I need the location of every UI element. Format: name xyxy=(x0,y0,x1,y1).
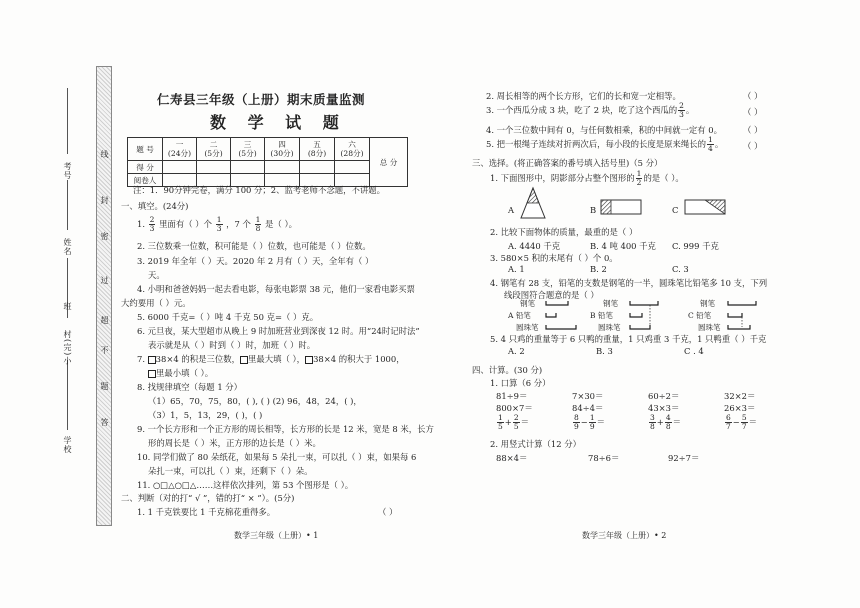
page-footer-1: 数学三年级（上册）• 1 xyxy=(234,531,319,540)
seal-char: 题 xyxy=(100,382,109,391)
score-table xyxy=(127,137,408,187)
score-cell[interactable] xyxy=(300,161,335,174)
oral-item: 32×2＝ xyxy=(724,391,756,401)
question-9: 9. 一个长方形和一个正方形的周长相等，长方形的长是 12 米，宽是 8 米，长方 xyxy=(137,424,434,434)
judge-3-answer-blank[interactable]: （ ） xyxy=(743,107,763,117)
option-b-segment-diagram xyxy=(628,297,664,335)
oral-item: 800×7＝ xyxy=(496,403,533,413)
oral-calc-heading: 1. 口算（6 分） xyxy=(490,378,551,388)
page-footer-2: 数学三年级（上册）• 2 xyxy=(582,531,667,540)
question-11: 11. ○□△○□△……这样依次排列，第 53 个图形是（ ）。 xyxy=(137,480,354,490)
option-b-label: B 铅笔 xyxy=(590,311,613,320)
fraction-one-quarter: $\frac{1}{4}$ xyxy=(708,135,713,153)
judge-3: 3. 一个西瓜分成 3 块，吃了 2 块，吃了这个西瓜的 $\frac{2}{3}$ 。 xyxy=(486,101,695,119)
oral-item: 7×30＝ xyxy=(572,391,604,401)
fraction-calc-item: $\frac{1}{5}$ + $\frac{2}{5}$ ＝ xyxy=(498,413,529,431)
choice-4-cont: 线段图符合题意的是（ ） xyxy=(504,290,599,300)
section-fill-blank-heading: 一、填空。(24分) xyxy=(121,201,189,211)
question-6-cont: 表示就是从（ ）时到（ ）时，加班（ ）时。 xyxy=(148,340,316,350)
choice-3-option-c: C. 3 xyxy=(672,264,689,274)
judge-2-answer-blank[interactable]: （ ） xyxy=(743,91,763,101)
choice-3-option-b: B. 2 xyxy=(590,264,607,274)
choice-2-option-a: A. 4440 千克 xyxy=(508,241,561,251)
score-col-5: 五 (8分) xyxy=(300,138,335,161)
fraction-two-thirds: $\frac{2}{3}$ xyxy=(679,101,684,119)
segment-label-pen: 钢笔 xyxy=(700,299,715,308)
option-a-segment-diagram xyxy=(544,297,580,335)
choice-2: 2. 比较下面物体的质量，最重的是（ ） xyxy=(490,227,638,237)
score-col-6: 六 (28分) xyxy=(335,138,370,161)
seal-char: 线 xyxy=(100,150,109,159)
fraction-two-thirds: $\frac{2}{3}$ xyxy=(149,215,155,233)
judge-5-answer-blank[interactable]: （ ） xyxy=(743,141,763,151)
choice-5-option-a: A. 2 xyxy=(508,346,525,356)
judge-4-answer-blank[interactable]: （ ） xyxy=(743,125,763,135)
question-6: 6. 元旦夜，某大型超市从晚上 9 时加班营业到深夜 12 时。用“24时记时法” xyxy=(137,326,420,336)
name-field[interactable] xyxy=(67,180,68,230)
section-judge-heading: 二、判断（对的打“ √ ”，错的打“ × ”）。(5分) xyxy=(121,493,295,503)
total-score-cell: 总 分 xyxy=(370,138,408,187)
oral-item: 43×3＝ xyxy=(648,403,680,413)
school-field[interactable] xyxy=(67,360,68,430)
score-cell[interactable] xyxy=(335,161,370,174)
choice-3-option-a: A. 1 xyxy=(508,264,525,274)
oral-item: 60÷2＝ xyxy=(648,391,680,401)
fraction-calc-item: $\frac{8}{9}$ − $\frac{1}{9}$ ＝ xyxy=(574,413,605,431)
choice-5-option-b: B. 3 xyxy=(596,346,613,356)
option-a-label: A 铅笔 xyxy=(508,311,531,320)
blank-square-icon xyxy=(148,370,156,378)
question-7-cont: 里最小填（ ）。 xyxy=(148,367,213,379)
fraction-calc-item: $\frac{3}{8}$ + $\frac{4}{8}$ ＝ xyxy=(650,413,681,431)
seal-char: 过 xyxy=(100,276,109,285)
seal-char: 超 xyxy=(100,316,109,325)
question-10: 10. 同学们做了 80 朵纸花，如果每 5 朵扎一束，可以扎（ ）束，如果每 6 xyxy=(137,452,417,462)
vertical-calc-item: 88×4＝ xyxy=(496,453,528,463)
exam-title: 仁寿县三年级（上册）期末质量监测 xyxy=(157,92,366,107)
question-3: 3. 2019 年全年（ ）天。2020 年 2 月有（ ）天，全年有（ ） xyxy=(137,256,374,266)
option-label: A xyxy=(508,205,515,215)
exam-number-field[interactable] xyxy=(67,88,68,154)
blank-square-icon xyxy=(148,356,156,364)
name-label: 姓名 xyxy=(63,238,72,256)
oral-item: 84÷4＝ xyxy=(572,403,604,413)
question-1: 1. $\frac{2}{3}$ 里面有（ ）个 $\frac{1}{3}$ ，7 个 $\frac{1}{8}$ 是（ ）。 xyxy=(137,215,298,233)
choice-1: 1. 下面图形中，阴影部分占整个图形的 $\frac{1}{2}$ 的是（ ）。 xyxy=(490,169,684,187)
vertical-calc-item: 92÷7＝ xyxy=(668,453,700,463)
oral-item: 26×3＝ xyxy=(724,403,756,413)
judge-5: 5. 把一根绳子连续对折两次后，每小段的长度是原来绳长的 $\frac{1}{4}$ 。 xyxy=(486,135,724,153)
judge-2: 2. 周长相等的两个长方形，它们的长和宽一定相等。 xyxy=(486,91,681,101)
grader-row-label: 阅卷人 xyxy=(128,174,163,187)
question-8: 8. 找规律填空（每题 1 分） xyxy=(137,382,243,392)
seal-char: 不 xyxy=(100,346,109,355)
oral-item: 81÷9＝ xyxy=(496,391,528,401)
judge-1-answer-blank[interactable]: （ ） xyxy=(378,507,398,517)
blank-square-icon xyxy=(240,356,248,364)
choice-2-option-b: B. 4 吨 400 千克 xyxy=(590,241,656,251)
score-row-label: 得 分 xyxy=(128,161,163,174)
score-col-4: 四 (30分) xyxy=(265,138,300,161)
exam-note: 注：1．90分钟完卷，满分 100 分；2、监考老师不念题，不讲题。 xyxy=(133,185,385,195)
seal-char: 密 xyxy=(100,232,109,241)
section-choice-heading: 三、选择。(将正确答案的番号填入括号里)（5 分） xyxy=(472,158,663,168)
vertical-calc-heading: 2. 用竖式计算（12 分） xyxy=(490,439,581,449)
rectangle-shape-icon xyxy=(600,199,642,215)
score-cell[interactable] xyxy=(265,161,300,174)
triangle-shape-icon xyxy=(519,186,547,220)
question-4: 4. 小明和爸爸妈妈一起去看电影，每张电影票 38 元，他们一家看电影买票 xyxy=(137,284,415,294)
option-c-label: C 铅笔 xyxy=(688,311,712,320)
question-4-cont: 大约要用（ ）元。 xyxy=(121,298,191,308)
vertical-calc-item: 78÷6＝ xyxy=(588,453,620,463)
fraction-one-third: $\frac{1}{3}$ xyxy=(216,215,222,233)
choice-5-option-c: C . 4 xyxy=(684,346,704,356)
score-header-label: 题 号 xyxy=(128,138,163,161)
segment-label-ballpen: 圆珠笔 xyxy=(516,323,539,332)
question-9-cont: 形的周长是（ ）米，正方形的边长是（ ）米。 xyxy=(148,438,321,448)
segment-label-pen: 钢笔 xyxy=(603,299,618,308)
exam-subtitle: 数 学 试 题 xyxy=(210,113,347,132)
judge-1: 1. 1 千克铁要比 1 千克棉花重得多。 xyxy=(137,507,276,517)
class-label: 班 xyxy=(63,302,72,311)
segment-label-ballpen: 圆珠笔 xyxy=(698,323,721,332)
blank-square-icon xyxy=(305,356,313,364)
question-3-cont: 天。 xyxy=(148,270,165,280)
question-7: 7. 38×4 的积是三位数， 里最大填（ ）， 38×4 的积大于 1000， xyxy=(137,354,405,364)
seal-char: 答 xyxy=(100,418,109,427)
choice-3: 3. 580×5 积的末尾有（ ）个 0。 xyxy=(490,253,618,263)
option-label: B xyxy=(590,205,597,215)
score-cell[interactable] xyxy=(163,161,197,174)
option-c-segment-diagram xyxy=(726,297,762,335)
fraction-one-eighth: $\frac{1}{8}$ xyxy=(255,215,261,233)
segment-label-ballpen: 圆珠笔 xyxy=(598,323,621,332)
score-cell[interactable] xyxy=(231,161,265,174)
village-school-label: 村(完)小 xyxy=(63,330,72,366)
parallelogram-shape-icon xyxy=(684,199,726,215)
score-col-2: 二 (5分) xyxy=(197,138,231,161)
choice-4: 4. 钢笔有 28 支，铅笔的支数是钢笔的一半，圆珠笔比铅笔多 10 支，下列 xyxy=(490,278,768,288)
seal-char: 封 xyxy=(100,196,109,205)
exam-number-label: 考号 xyxy=(63,162,72,180)
segment-label-pen: 钢笔 xyxy=(520,299,535,308)
score-cell[interactable] xyxy=(197,161,231,174)
judge-4: 4. 一个三位数中间有 0，与任何数相乘，积的中间就一定有 0。 xyxy=(486,125,723,135)
question-8-part-a: （1）65，70，75，80，( ), ( ) (2) 96，48，24，( )， xyxy=(148,396,362,406)
score-col-3: 三 (5分) xyxy=(231,138,265,161)
choice-2-option-c: C. 999 千克 xyxy=(672,241,719,251)
question-8-part-b: （3）1，5，13，29，( )，( ) xyxy=(148,410,263,420)
fraction-calc-item: $\frac{6}{7}$ − $\frac{5}{7}$ ＝ xyxy=(726,413,757,431)
question-2: 2. 三位数乘一位数，积可能是（ ）位数，也可能是（ ）位数。 xyxy=(137,241,371,251)
question-5: 5. 6000 千克=（ ）吨 4 千克 50 克=（ ）克。 xyxy=(137,312,319,322)
seal-binding-strip xyxy=(96,66,112,526)
fraction-one-half: $\frac{1}{2}$ xyxy=(636,169,642,187)
section-calc-heading: 四、计算。(30 分) xyxy=(472,365,543,375)
score-col-1: 一 (24分) xyxy=(163,138,197,161)
option-label: C xyxy=(672,205,679,215)
choice-5: 5. 4 只鸡的重量等于 6 只鸭的重量，1 只鸡重 3 千克，1 只鸭重（ ）千克 xyxy=(490,334,767,344)
school-label: 学校 xyxy=(63,436,72,454)
question-10-cont: 朵扎一束，可以扎（ ）束，还剩下（ ）朵。 xyxy=(148,466,313,476)
